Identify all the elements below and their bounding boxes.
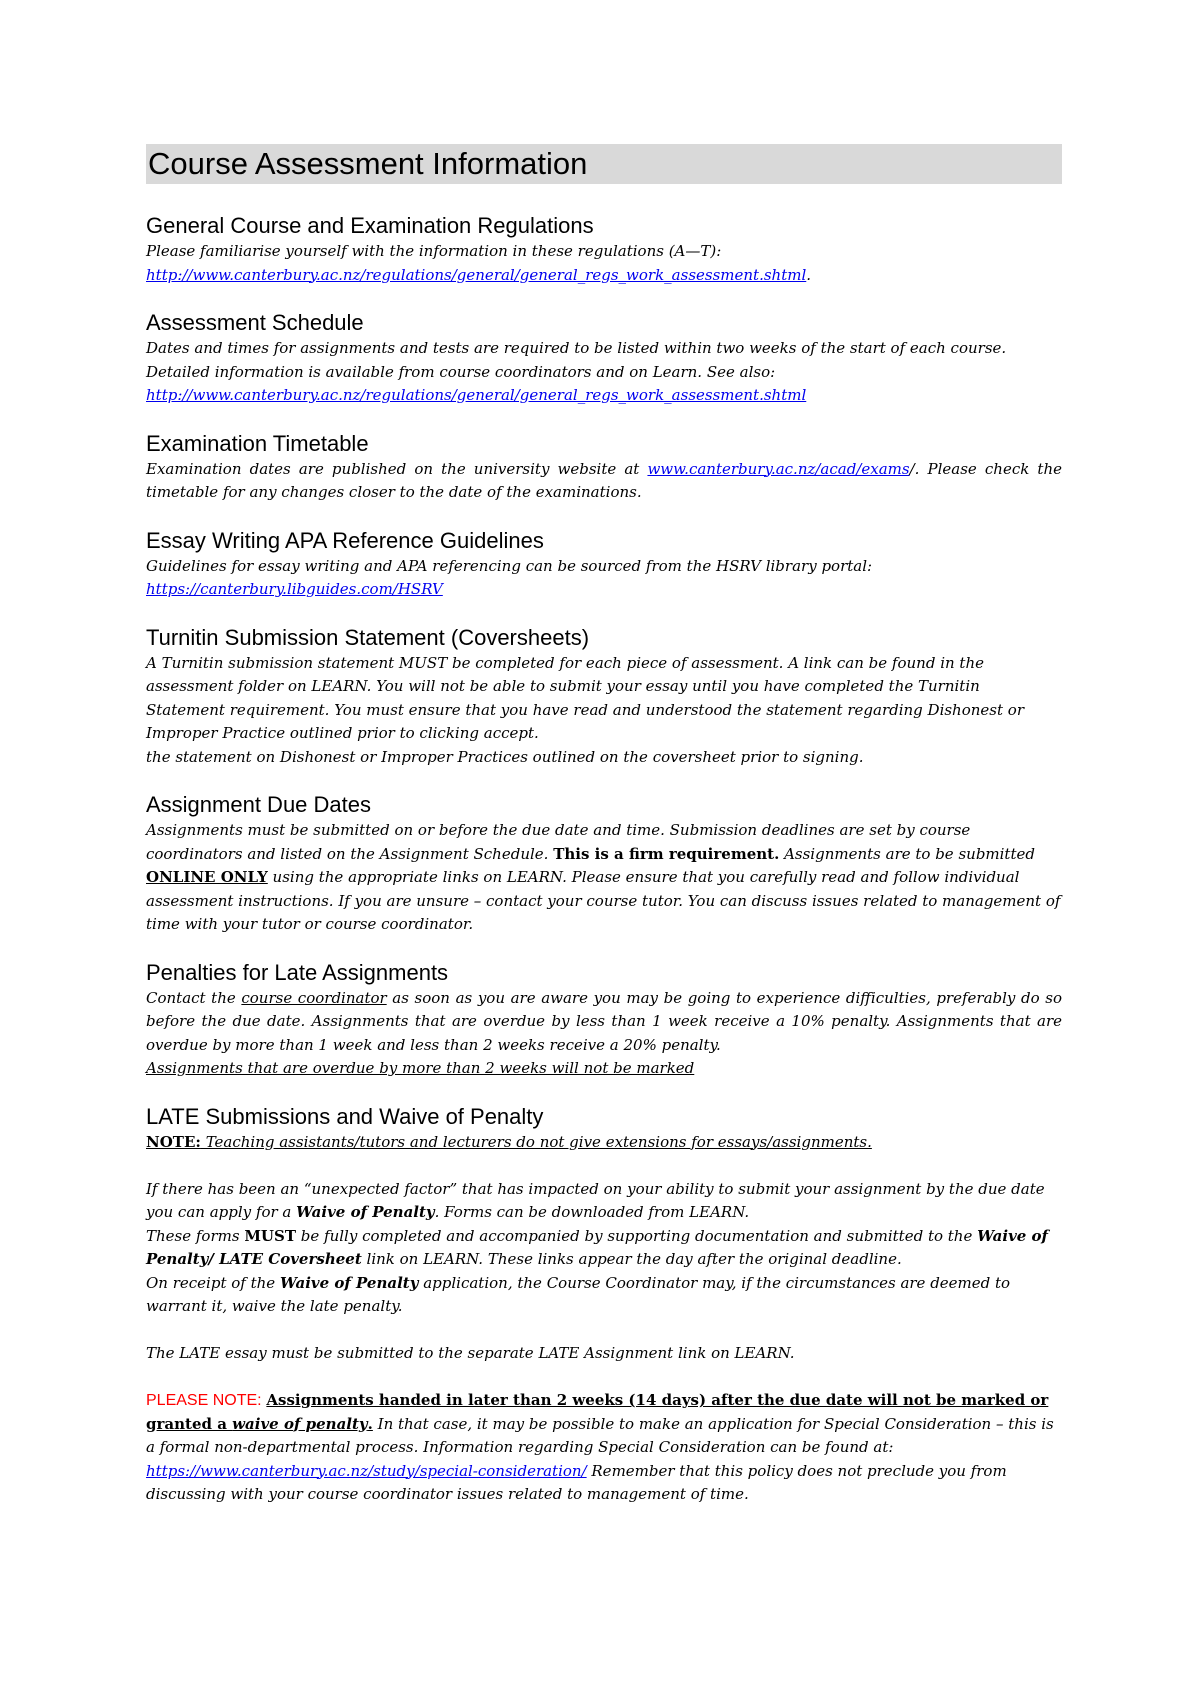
note-label: NOTE: (146, 1132, 201, 1151)
section-heading: Examination Timetable (146, 430, 369, 456)
section-text: On receipt of the Waive of Penalty application, the Course Coordinator may, if the circumstances are deemed to warrant it, waive the late penalty. (146, 1273, 1011, 1315)
regulations-link[interactable]: http://www.canterbury.ac.nz/regulations/general/general_regs_work_assessment.shtml (146, 265, 807, 284)
section-heading: General Course and Examination Regulations (146, 213, 594, 238)
section-text: The LATE essay must be submitted to the separate LATE Assignment link on LEARN. (146, 1344, 795, 1362)
special-consideration-link[interactable]: https://www.canterbury.ac.nz/study/special-consideration/ (146, 1461, 587, 1480)
section-examination-timetable (146, 430, 1062, 505)
section-text: Contact the course coordinator as soon as you are aware you may be going to experience difficulties, preferably do so before the due date. Assignments that are overdue by less than 1 week receive a 10% penalty. Assignments that are overdue by more than 1 week and less than 2 weeks receive a 20% penalty. Assignments that are overdue by more than 2 weeks will not be marked (146, 988, 1062, 1077)
page-title: Course Assessment Information (146, 144, 1062, 184)
please-note-label: PLEASE NOTE: (146, 1392, 262, 1409)
section-heading: LATE Submissions and Waive of Penalty (146, 1103, 544, 1129)
section-text: These forms MUST be fully completed and accompanied by supporting documentation and submitted to the Waive of Penalty/ LATE Coversheet link on LEARN. These links appear the day after the original deadline. (146, 1226, 1049, 1268)
section-text: the statement on Dishonest or Improper Practices outlined on the coversheet prior to signing. (146, 747, 864, 766)
section-text: If there has been an “unexpected factor” that has impacted on your ability to submit your assignment by the due date you can apply for a Waive of Penalty. Forms can be downloaded from LEARN. (146, 1179, 1045, 1221)
section-essay-guidelines (146, 527, 1062, 602)
section-text: A Turnitin submission statement MUST be completed for each piece of assessment. A link can be found in the assessment folder on LEARN. You will not be able to submit your essay until you have completed the Turnitin Statement requirement. You must ensure that you have read and understood the statement regarding Dishonest or Improper Practice outlined prior to clicking accept. (146, 653, 1024, 742)
course-coordinator: course coordinator (241, 988, 387, 1007)
section-turnitin (146, 624, 1062, 770)
section-general-regulations (146, 212, 1062, 287)
section-heading: Penalties for Late Assignments (146, 959, 449, 985)
section-due-dates (146, 791, 1062, 937)
please-note-text: PLEASE NOTE: Assignments handed in later than 2 weeks (14 days) after the due date will not be marked or granted a waive of penalty. In that case, it may be possible to make an application for Special Consideration – this is a formal non-departmental process. Information regarding Special Consideration can be found at: https://www.canterbury.ac.nz/study/special-consideration/ Remember that this policy does not preclude you from discussing with your course coordinator issues related to management of time. (146, 1391, 1054, 1503)
section-text: Dates and times for assignments and tests are required to be listed within two weeks of the start of each course. Detailed information is available from course coordinators and on Learn. See also: http://www.canterbury.ac.nz/regulations/general/general_regs_work_assessment.shtml (146, 339, 1007, 404)
section-late-penalties (146, 959, 1062, 1081)
not-marked-note: Assignments that are overdue by more than 2 weeks will not be marked (146, 1059, 695, 1077)
section-text: Guidelines for essay writing and APA referencing can be sourced from the HSRV library portal: https://canterbury.libguides.com/HSRV (146, 556, 873, 598)
document-page (146, 144, 1062, 1529)
section-text: Examination dates are published on the university website at www.canterbury.ac.nz/acad/exams/. Please check the timetable for any changes closer to the date of the examinations. (146, 459, 1062, 501)
note-text: NOTE: Teaching assistants/tutors and lecturers do not give extensions for essays/assignments. (146, 1132, 872, 1151)
section-heading: Assignment Due Dates (146, 792, 371, 817)
firm-requirement: This is a firm requirement. (553, 844, 780, 863)
section-text: Please familiarise yourself with the information in these regulations (A—T): http://www.canterbury.ac.nz/regulations/general/general_regs_work_assessment.shtml. (146, 242, 812, 284)
section-heading: Assessment Schedule (146, 310, 364, 335)
section-assessment-schedule (146, 309, 1062, 408)
section-heading: Turnitin Submission Statement (Coversheets) (146, 624, 590, 650)
section-late-submissions (146, 1103, 1062, 1507)
regulations-link[interactable]: http://www.canterbury.ac.nz/regulations/general/general_regs_work_assessment.shtml (146, 386, 807, 404)
section-text: Assignments must be submitted on or before the due date and time. Submission deadlines are set by course coordinators and listed on the Assignment Schedule. This is a firm requirement. Assignments are to be submitted ONLINE ONLY using the appropriate links on LEARN. Please ensure that you carefully read and follow individual assessment instructions. If you are unsure – contact your course tutor. You can discuss issues related to management of time with your tutor or course coordinator. (146, 821, 1061, 933)
online-only: ONLINE ONLY (146, 868, 268, 886)
exams-link[interactable]: www.canterbury.ac.nz/acad/exams (647, 459, 910, 478)
libguides-link[interactable]: https://canterbury.libguides.com/HSRV (146, 580, 443, 598)
section-heading: Essay Writing APA Reference Guidelines (146, 527, 544, 553)
